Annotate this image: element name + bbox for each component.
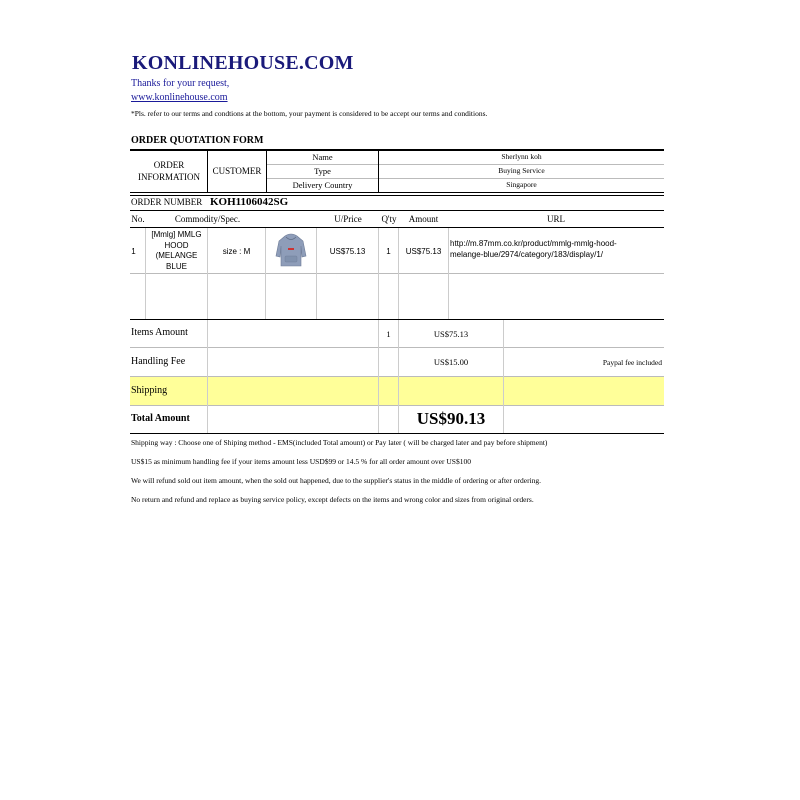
item-qty: 1 (386, 247, 391, 256)
item-unit-price: US$75.13 (329, 247, 366, 256)
col-header-uprice: U/Price (334, 214, 362, 224)
note-handling-fee: US$15 as minimum handling fee if your items amount less USD$99 or 14.5 % for all order amount over US$100 (131, 457, 471, 466)
item-url[interactable]: http://m.87mm.co.kr/product/mmlg-mmlg-hood- melange-blue/2974/category/183/display/1/ (450, 239, 617, 259)
thanks-text: Thanks for your request, (131, 78, 230, 89)
shipping-highlight (130, 376, 664, 405)
col-header-amount: Amount (408, 214, 439, 224)
order-info-label: ORDER INFORMATION (137, 160, 200, 182)
item-name: [Mmlg] MMLG HOOD (MELANGE BLUE (151, 230, 202, 271)
delivery-country-value: Singapore (506, 180, 537, 189)
total-amount-value: US$90.13 (416, 409, 486, 428)
delivery-country-label: Delivery Country (292, 180, 353, 190)
handling-fee-value: US$15.00 (433, 357, 469, 367)
website-link[interactable]: www.konlinehouse.com (131, 92, 228, 103)
handling-fee-note: Paypal fee included (602, 358, 662, 367)
hoodie-image (275, 232, 307, 270)
items-amount-value: US$75.13 (433, 329, 469, 339)
col-header-no: No. (131, 214, 145, 224)
items-amount-label: Items Amount (131, 327, 188, 338)
col-header-commodity: Commodity/Spec. (174, 214, 241, 224)
item-no: 1 (131, 247, 136, 256)
type-label: Type (314, 166, 331, 176)
total-amount-label: Total Amount (131, 413, 190, 424)
note-return-policy: No return and refund and replace as buying service policy, except defects on the items and wrong color and sizes from original orders. (131, 495, 534, 504)
terms-note: *Pls. refer to our terms and condtions at the bottom, your payment is considered to be accept our terms and conditions. (131, 109, 488, 118)
col-header-qty: Q'ty (381, 214, 397, 224)
customer-name-value: Sherlynn koh (501, 152, 542, 161)
customer-label: CUSTOMER (212, 166, 262, 176)
note-refund: We will refund sold out item amount, when the sold out happened, due to the supplier's status in the middle of ordering or after ordering. (131, 476, 542, 485)
note-shipping-way: Shipping way : Choose one of Shiping method - EMS(included Total amount) or Pay later ( will be charged later and pay before shipment) (131, 438, 548, 447)
shipping-label: Shipping (131, 385, 168, 396)
brand-title: KONLINEHOUSE.COM (132, 52, 354, 74)
name-label: Name (312, 152, 333, 162)
item-amount: US$75.13 (405, 247, 442, 256)
col-header-url: URL (547, 214, 565, 224)
items-qty: 1 (386, 329, 391, 339)
form-title: ORDER QUOTATION FORM (131, 135, 264, 146)
order-number-value: KOH1106042SG (210, 196, 289, 208)
order-number-label: ORDER NUMBER (131, 197, 203, 207)
item-size: size : M (222, 247, 251, 256)
handling-fee-label: Handling Fee (131, 356, 186, 367)
type-value: Buying Service (498, 166, 545, 175)
